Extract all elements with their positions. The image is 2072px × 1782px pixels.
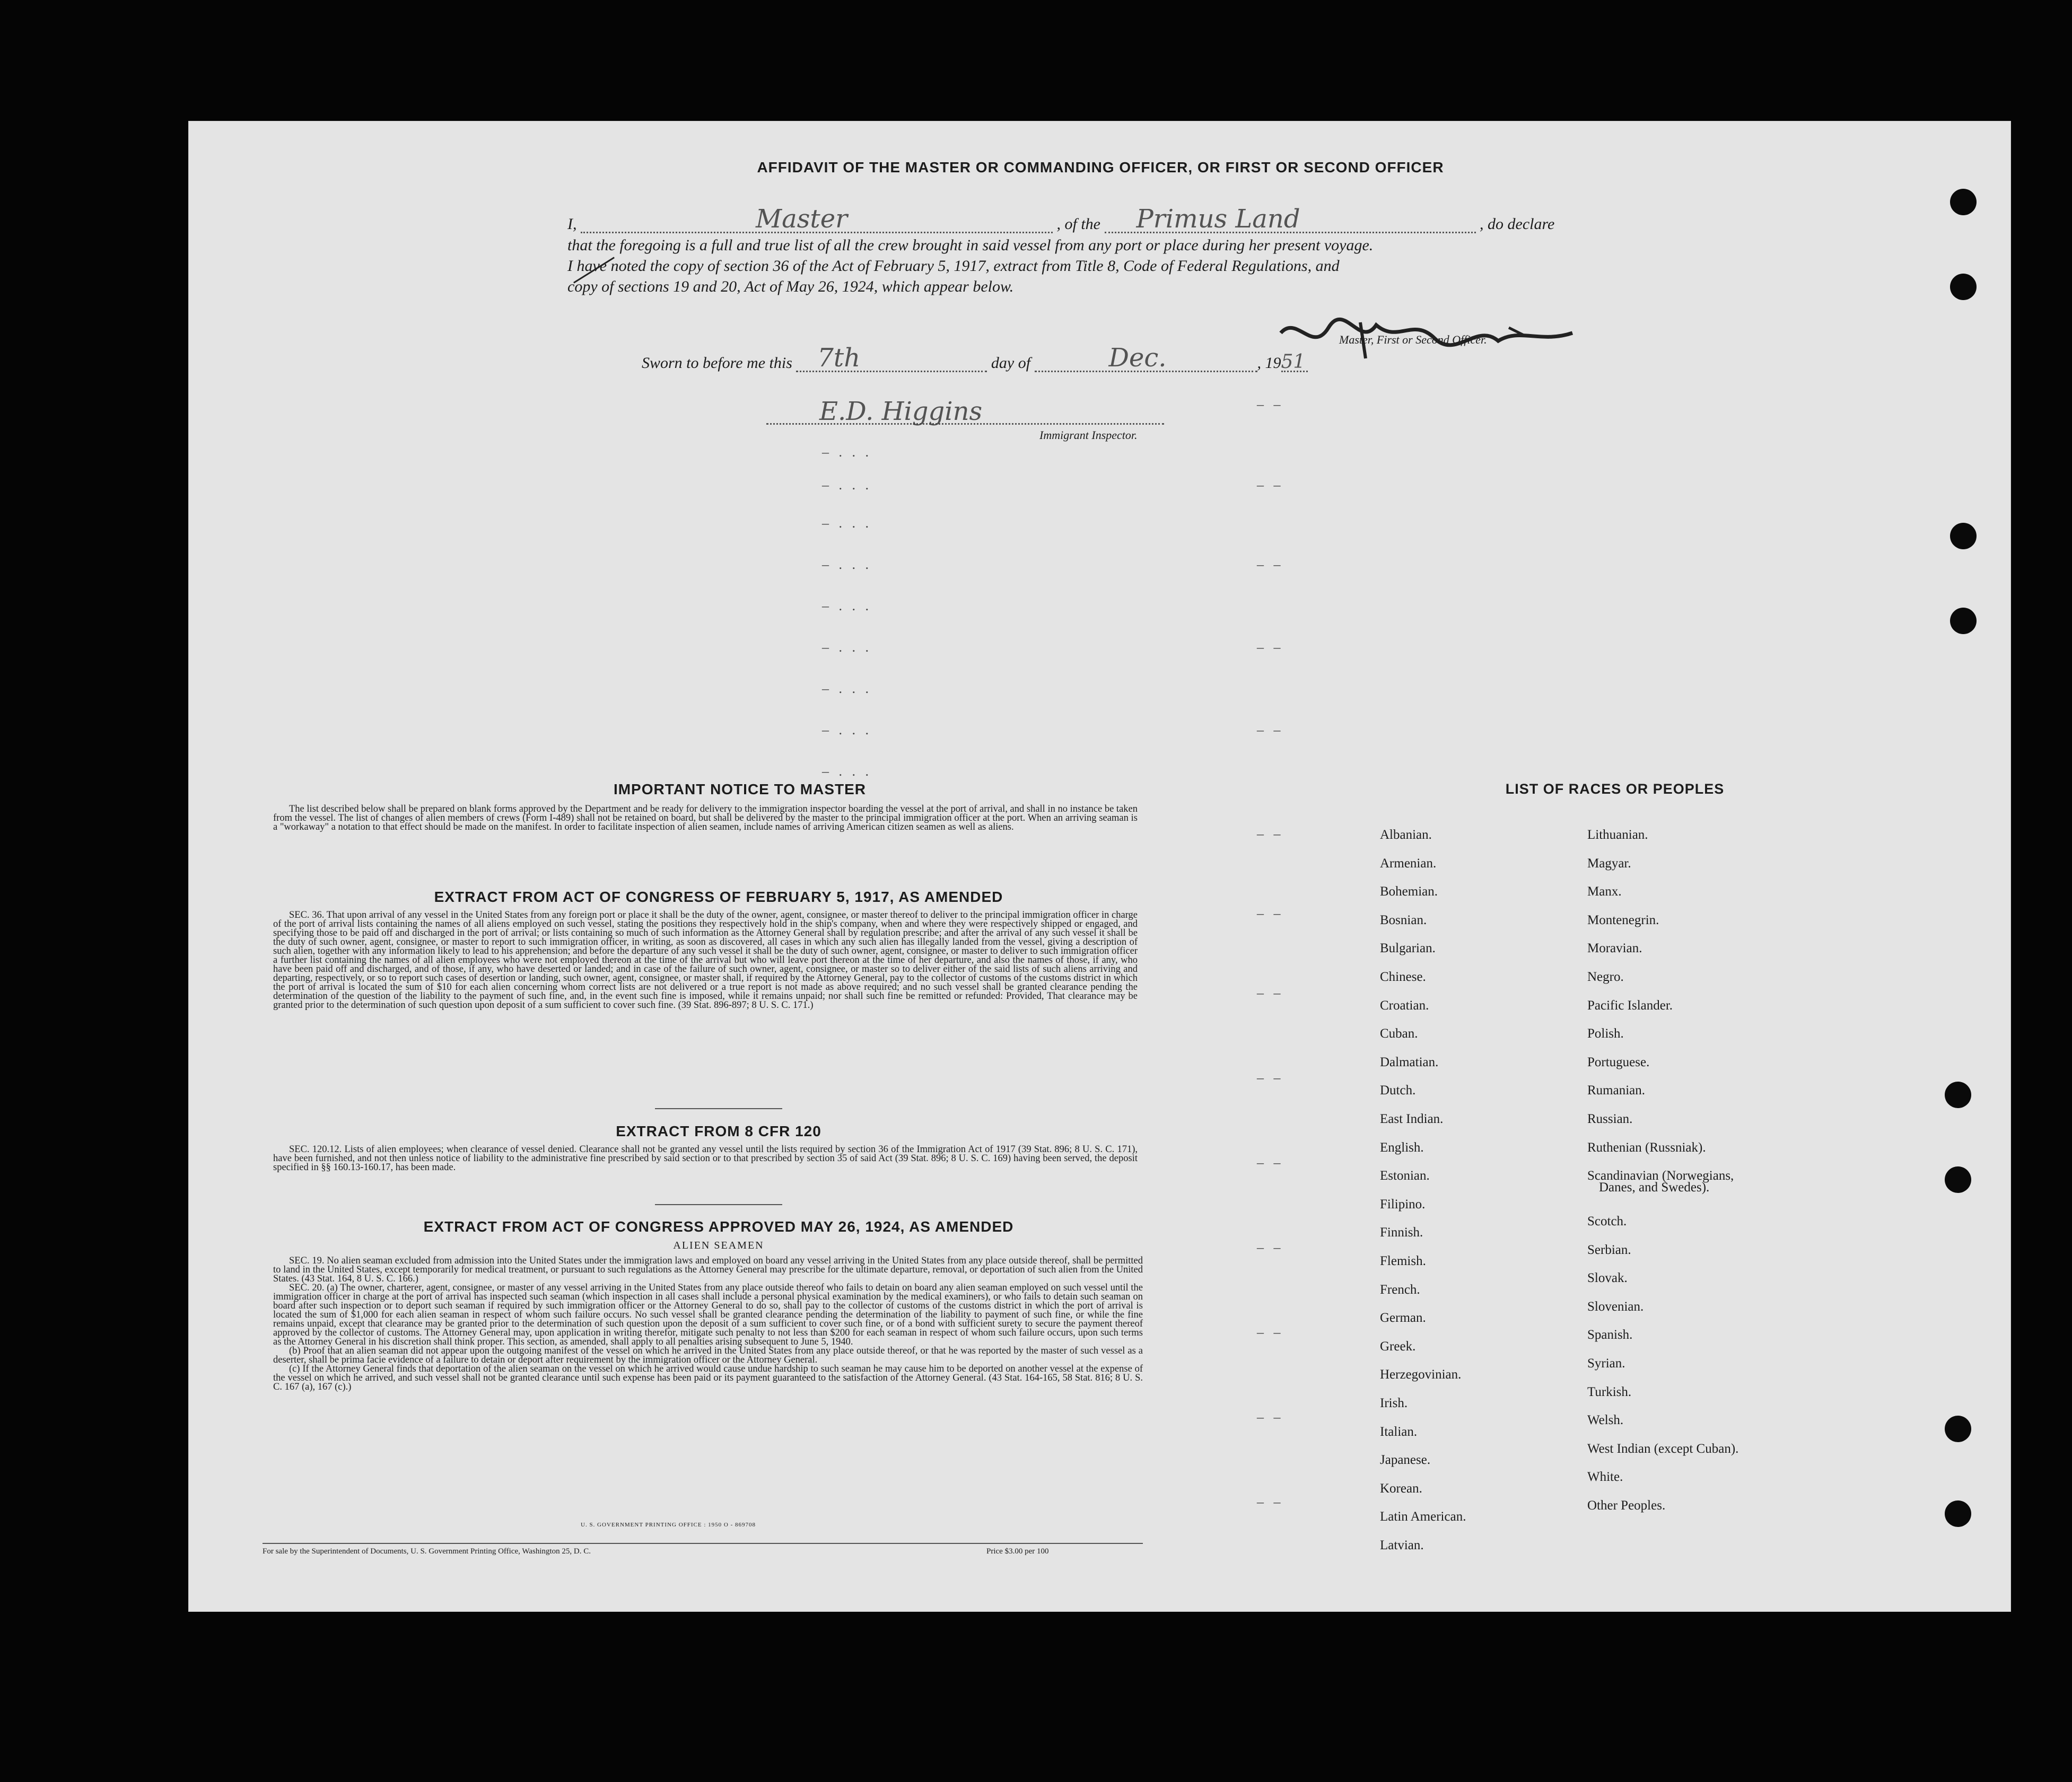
race-item: Japanese.	[1380, 1453, 1431, 1468]
race-item: Dutch.	[1380, 1083, 1416, 1098]
race-item: Dalmatian.	[1380, 1055, 1439, 1069]
dash-row: – –	[1257, 639, 1284, 655]
race-item: Pacific Islander.	[1587, 998, 1673, 1013]
binder-hole-7	[1945, 1416, 1971, 1442]
race-item: French.	[1380, 1282, 1420, 1297]
race-item: Ruthenian (Russniak).	[1587, 1140, 1706, 1155]
inspector-caption: Immigrant Inspector.	[1039, 428, 1138, 442]
affidavit-title: AFFIDAVIT OF THE MASTER OR COMMANDING OFFICER, OR FIRST OR SECOND OFFICER	[757, 159, 1444, 175]
race-item: Negro.	[1587, 970, 1624, 984]
signature-caption: Master, First or Second Officer.	[1339, 333, 1487, 346]
sworn-year: 51	[1281, 351, 1306, 373]
race-item: Irish.	[1380, 1396, 1408, 1410]
race-item: Herzegovinian.	[1380, 1367, 1462, 1382]
race-item: Scandinavian (Norwegians,	[1587, 1169, 1734, 1183]
race-item: Bulgarian.	[1380, 941, 1436, 956]
binder-hole-1	[1950, 189, 1977, 215]
affidavit-of-the: , of the	[1056, 215, 1100, 233]
notice-paragraph: The list described below shall be prepared on blank forms approved by the Department and be ready for delivery to the immigration inspector boarding the vessel at the port of arrival, and shall in no instance be taken from the vessel. The list of changes of alien members of crews (Form I-489) shall not be retained on board, but shall be delivered by the master to the principal immigration officer at the port. When an arriving seaman is a "workaway" a notation to that effect should be made on the manifest. In order to facilitate inspection of alien seamen, include names of arriving American citizen seamen as well as aliens.	[273, 804, 1138, 832]
sworn-month-field	[1035, 343, 1257, 373]
binder-hole-2	[1950, 274, 1977, 300]
sworn-mid: day of	[991, 354, 1031, 372]
alien-seamen-subtitle: ALIEN SEAMEN	[673, 1240, 764, 1251]
race-item: Bohemian.	[1380, 884, 1438, 899]
race-item: English.	[1380, 1140, 1424, 1155]
binder-hole-8	[1945, 1500, 1971, 1527]
affidavit-line-4: copy of sections 19 and 20, Act of May 26, 1924, which appear below.	[567, 278, 1014, 295]
race-item: Spanish.	[1587, 1328, 1633, 1342]
dash-row: – –	[1257, 1494, 1284, 1509]
races-title: LIST OF RACES OR PEOPLES	[1505, 781, 1725, 797]
race-item: Portuguese.	[1587, 1055, 1650, 1069]
dash-row: – . . .	[822, 444, 872, 460]
notice-title: IMPORTANT NOTICE TO MASTER	[613, 781, 867, 797]
dash-row: – –	[1257, 722, 1284, 738]
dash-row: – . . .	[822, 722, 872, 738]
race-item: East Indian.	[1380, 1112, 1444, 1126]
race-item: Slovak.	[1587, 1271, 1628, 1286]
race-item: Serbian.	[1587, 1242, 1631, 1257]
race-item: Magyar.	[1587, 856, 1631, 871]
sec-20b-paragraph: (b) Proof that an alien seaman did not appear upon the outgoing manifest of the vessel on which he arrived in the United States from any place outside thereof, or that he was reported by the master of such vessel as a deserter, shall be prima facie evidence of a failure to detain or deport after requirement by the immigration officer or the Attorney General.	[273, 1346, 1143, 1365]
dash-row: – . . .	[822, 598, 872, 613]
affidavit-line-3: I have noted the copy of section 36 of the Act of February 5, 1917, extract from Title 8, Code of Federal Regulations, and	[567, 257, 1340, 275]
extract-cfr-text	[273, 1145, 1138, 1172]
dash-row: – . . .	[822, 477, 872, 493]
dash-row: – –	[1257, 1409, 1284, 1425]
race-item: Albanian.	[1380, 828, 1432, 842]
race-item: Moravian.	[1587, 941, 1642, 956]
dash-row: – –	[1257, 557, 1284, 572]
race-item: Estonian.	[1380, 1169, 1430, 1183]
extract-1917-text	[273, 911, 1138, 1010]
sworn-prefix: Sworn to before me this	[642, 354, 792, 372]
race-item: Flemish.	[1380, 1254, 1426, 1268]
sec-19-paragraph: SEC. 19. No alien seaman excluded from admission into the United States under the immigration laws and employed on board any vessel arriving in the United States from any place outside thereof, shall be permitted to land in the United States, except temporarily for medical treatment, or pursuant to such regulations as the Attorney General may prescribe for the ultimate departure, removal, or deportation of such alien from the United States. (43 Stat. 164, 8 U. S. C. 166.)	[273, 1256, 1143, 1284]
binder-hole-5	[1945, 1082, 1971, 1108]
race-item: Slovenian.	[1587, 1299, 1644, 1314]
vessel-field	[1105, 204, 1476, 234]
race-item: Cuban.	[1380, 1026, 1418, 1041]
extract-1924-text	[273, 1257, 1143, 1392]
dash-row: – –	[1257, 477, 1284, 493]
affidavit-line-2: that the foregoing is a full and true list of all the crew brought in said vessel from any port or place during her present voyage.	[567, 236, 1374, 254]
notice-text	[273, 805, 1138, 832]
vessel-handwritten: Primus Land	[1136, 204, 1300, 234]
footer-left: For sale by the Superintendent of Documents, U. S. Government Printing Office, Washington 25, D. C.	[263, 1547, 591, 1556]
divider-rule	[655, 1108, 782, 1109]
extract-1924-title: EXTRACT FROM ACT OF CONGRESS APPROVED MAY 26, 1924, AS AMENDED	[423, 1218, 1014, 1235]
race-item: Latvian.	[1380, 1538, 1424, 1552]
sec-20c-paragraph: (c) If the Attorney General finds that deportation of the alien seaman on the vessel on which he arrived would cause undue hardship to such seaman he may cause him to be deported on another vessel at the expense of the vessel on which he arrived, and such vessel shall not be granted clearance until such expense has been paid or its payment guaranteed to the satisfaction of the Attorney General. (43 Stat. 164-165, 58 Stat. 816; 8 U. S. C. 167 (a), 167 (c).)	[273, 1364, 1143, 1392]
race-item: Chinese.	[1380, 970, 1426, 984]
sworn-day: 7th	[817, 343, 861, 373]
dash-row: – . . .	[822, 557, 872, 572]
printing-office-line: U. S. GOVERNMENT PRINTING OFFICE : 1950 O - 869708	[581, 1522, 756, 1528]
race-item: Manx.	[1587, 884, 1622, 899]
sworn-year-prefix: , 19	[1257, 354, 1281, 372]
inspector-signature-line	[766, 397, 1164, 426]
race-item: Korean.	[1380, 1481, 1422, 1496]
sworn-day-field	[796, 343, 987, 373]
sec-120-12-paragraph: SEC. 120.12. Lists of alien employees; when clearance of vessel denied. Clearance shall not be granted any vessel until the lists required by section 36 of the Immigration Act of 1917 (39 Stat. 896; 8 U. S. C. 171), have been furnished, and not then unless notice of liability to the administrative fine prescribed by said section or to that prescribed by section 35 of said Act (39 Stat. 896; 8 U. S. C. 169) having been served, the deposit specified in §§ 160.13-160.17, has been made.	[273, 1144, 1138, 1173]
divider-rule	[655, 1204, 782, 1205]
footer-rule	[263, 1543, 1143, 1544]
dash-row: – –	[1257, 1324, 1284, 1340]
binder-hole-3	[1950, 523, 1977, 549]
dash-row: – . . .	[822, 639, 872, 655]
dash-row: – –	[1257, 397, 1284, 412]
race-item: Danes, and Swedes).	[1599, 1180, 1710, 1195]
race-item: Scotch.	[1587, 1214, 1627, 1228]
sworn-year-field	[1281, 351, 1308, 373]
race-item: Croatian.	[1380, 998, 1429, 1013]
inspector-signature: E.D. Higgins	[819, 397, 983, 426]
dash-row: – –	[1257, 1070, 1284, 1085]
form-page	[188, 121, 2011, 1612]
race-item: Italian.	[1380, 1424, 1418, 1439]
dash-row: – . . .	[822, 515, 872, 531]
sec-36-paragraph: SEC. 36. That upon arrival of any vessel in the United States from any foreign port or place it shall be the duty of the owner, agent, consignee, or master thereof to deliver to the principal immigration officer in charge of the port of arrival lists containing the names of all aliens employed on such vessel, stating the positions they respectively hold in the ship's company, when and where they were respectively shipped or engaged, and specifying those to be paid off and discharged in the port of arrival; or lists containing so much of such information as the Attorney General shall by regulation prescribe; and after the arrival of any such vessel it shall be the duty of such owner, agent, consignee, or master to report to such immigration officer, in writing, as soon as discovered, all cases in which any such alien has illegally landed from the vessel, giving a description of such alien, together with any information likely to lead to his apprehension; and before the departure of any such vessel it shall be the duty of such owner, agent, consignee, or master to deliver to such immigration officer a further list containing the names of all alien employees who were not employed thereon at the time of the arrival but who will leave port thereon at the time of her departure, and also the names of those, if any, who have been paid off and discharged, and of those, if any, who have deserted or landed; and in case of the failure of such owner, agent, consignee, or master so to deliver either of the said lists of such aliens arriving and departing, respectively, or so to report such cases of desertion or landing, such owner, agent, consignee, or master shall, if required by the Attorney General, pay to the collector of customs of the customs district in which the port of arrival is located the sum of $10 for each alien concerning whom correct lists are not delivered or a true report is not made as above required; and no such vessel shall be granted clearance pending the determination of the question of the liability to the payment of such fine, and, in the event such fine is imposed, while it remains unpaid; nor shall such fine be remitted or refunded: Provided, That clearance may be granted prior to the determination of such question upon deposit of a sum sufficient to cover such fine. (39 Stat. 896-897; 8 U. S. C. 171.)	[273, 910, 1138, 1011]
race-item: Greek.	[1380, 1339, 1416, 1354]
dash-row: – –	[1257, 985, 1284, 1000]
race-item: White.	[1587, 1470, 1623, 1485]
race-item: Montenegrin.	[1587, 912, 1659, 927]
race-item: Rumanian.	[1587, 1083, 1646, 1098]
race-item: Lithuanian.	[1587, 828, 1648, 842]
binder-hole-4	[1950, 608, 1977, 634]
sworn-month: Dec.	[1108, 343, 1167, 373]
dash-row: – –	[1257, 1240, 1284, 1255]
affidavit-line-1	[567, 204, 1840, 234]
race-item: Filipino.	[1380, 1197, 1426, 1212]
dash-row: – –	[1257, 1155, 1284, 1170]
race-item: Latin American.	[1380, 1509, 1466, 1524]
extract-1917-title: EXTRACT FROM ACT OF CONGRESS OF FEBRUARY 5, 1917, AS AMENDED	[434, 889, 1003, 905]
race-item: German.	[1380, 1311, 1426, 1325]
sec-20a-paragraph: SEC. 20. (a) The owner, charterer, agent, consignee, or master of any vessel arriving in the United States from any place outside thereof who fails to detain on board any alien seaman employed on such vessel until the immigration officer in charge at the port of arrival has inspected such seaman (which inspection in all cases shall include a personal physical examination by the medical examiners), or who fails to detain such seaman on board after such inspection or to deport such seaman if required by such immigration officer or the Attorney General to do so, shall pay to the collector of customs of the customs district in which the port of arrival is located the sum of $1,000 for each alien seaman in respect of whom such failure occurs. No such vessel shall be granted clearance pending the determination of the liability to payment of such fine, or while the fine remains unpaid, except that clearance may be granted prior to the determination of such question upon the deposit of a sum sufficient to cover such fine, or of a bond with sufficient surety to secure the payment thereof approved by the collector of customs. The Attorney General may, upon application in writing therefor, mitigate such penalty to not less than $200 for each seaman in respect of whom such failure occurs, upon such terms as the Attorney General in his discretion shall think proper. This section, as amended, shall apply to all penalties arising subsequent to June 5, 1940.	[273, 1283, 1143, 1347]
sworn-line	[642, 343, 1914, 373]
binder-hole-6	[1945, 1166, 1971, 1193]
rank-handwritten: Master	[756, 204, 848, 234]
dash-row: – . . .	[822, 763, 872, 779]
race-item: Armenian.	[1380, 856, 1437, 871]
race-item: Other Peoples.	[1587, 1498, 1666, 1513]
race-item: Polish.	[1587, 1026, 1624, 1041]
race-item: West Indian (except Cuban).	[1587, 1441, 1739, 1456]
dash-row: – –	[1257, 826, 1284, 841]
dash-row: – . . .	[822, 681, 872, 696]
affidavit-declare: , do declare	[1480, 215, 1555, 233]
affidavit-i: I,	[567, 215, 577, 233]
race-item: Syrian.	[1587, 1356, 1625, 1371]
dash-row: – –	[1257, 906, 1284, 921]
race-item: Turkish.	[1587, 1384, 1632, 1399]
rank-field	[581, 204, 1053, 234]
race-item: Russian.	[1587, 1112, 1633, 1126]
extract-cfr-title: EXTRACT FROM 8 CFR 120	[616, 1123, 821, 1139]
footer-right: Price $3.00 per 100	[986, 1547, 1049, 1556]
race-item: Finnish.	[1380, 1225, 1423, 1240]
race-item: Welsh.	[1587, 1413, 1624, 1428]
race-item: Bosnian.	[1380, 912, 1427, 927]
